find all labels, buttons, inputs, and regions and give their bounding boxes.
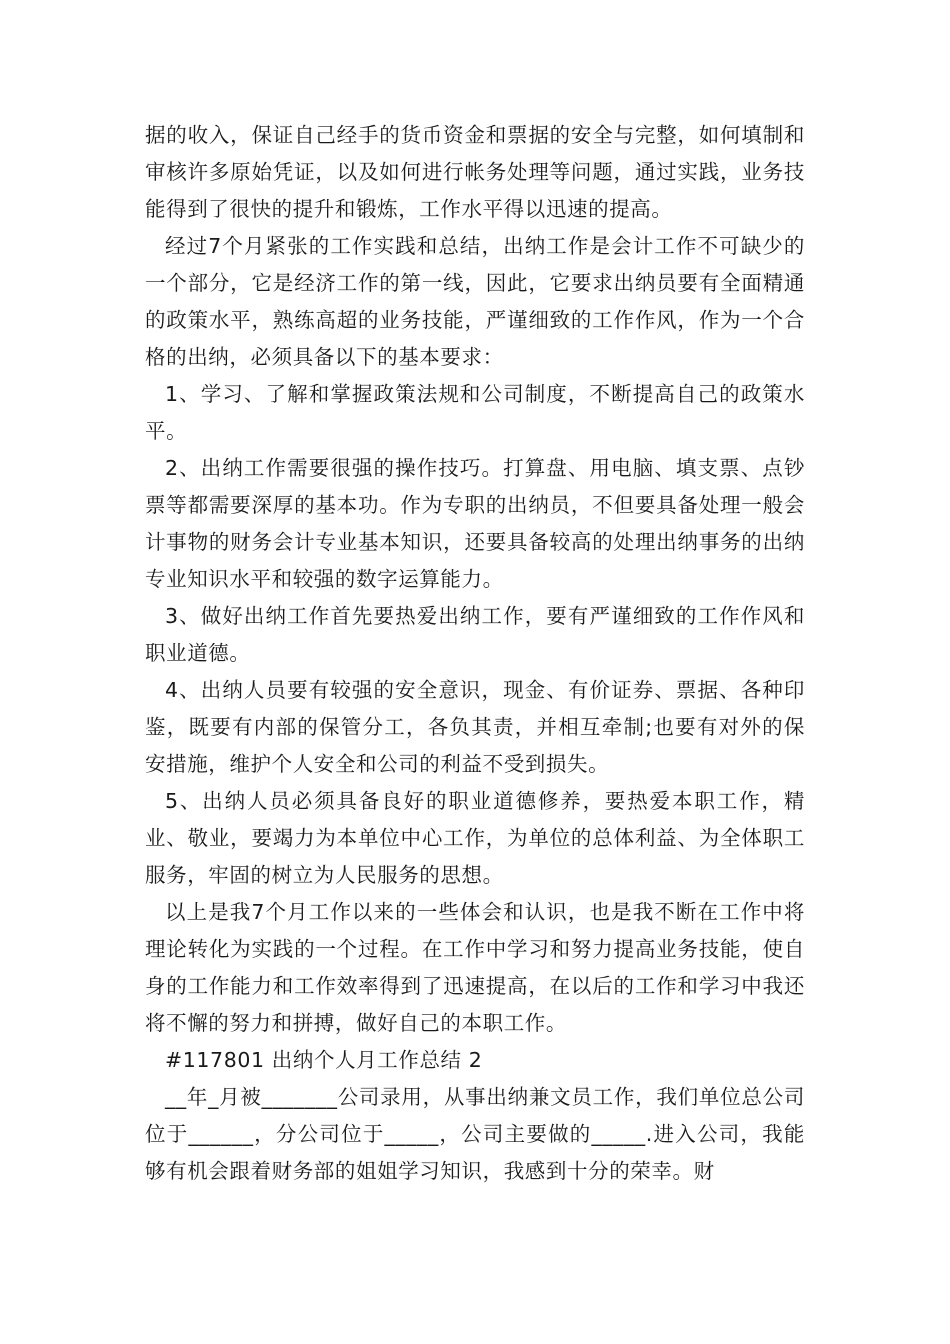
paragraph-item-2: 2、出纳工作需要很强的操作技巧。打算盘、用电脑、填支票、点钞票等都需要深厚的基本功。作为专职的出纳员，不但要具备处理一般会计事物的财务会计专业基本知识，还要具备较高的处理出纳事务的出纳专业知识水平和较强的数字运算能力。	[145, 456, 805, 591]
paragraph-conclusion: 以上是我7个月工作以来的一些体会和认识，也是我不断在工作中将理论转化为实践的一个过程。在工作中学习和努力提高业务技能，使自身的工作能力和工作效率得到了迅速提高，在以后的工作和学习中我还将不懈的努力和拼搏，做好自己的本职工作。	[145, 900, 805, 1035]
paragraph-continuation: 据的收入，保证自己经手的货币资金和票据的安全与完整，如何填制和审核许多原始凭证，以及如何进行帐务处理等问题，通过实践，业务技能得到了很快的提升和锻炼，工作水平得以迅速的提高。	[145, 123, 805, 221]
paragraph-opening: __年_月被_______公司录用，从事出纳兼文员工作，我们单位总公司位于______，分公司位于_____，公司主要做的_____.进入公司，我能够有机会跟着财务部的姐姐学习知识，我感到十分的荣幸。财	[145, 1085, 805, 1183]
paragraph-item-4: 4、出纳人员要有较强的安全意识，现金、有价证券、票据、各种印鉴，既要有内部的保管分工，各负其责，并相互牵制;也要有对外的保安措施，维护个人安全和公司的利益不受到损失。	[145, 678, 805, 776]
section-heading: #117801 出纳个人月工作总结 2	[165, 1048, 483, 1072]
paragraph-item-5: 5、出纳人员必须具备良好的职业道德修养，要热爱本职工作，精业、敬业，要竭力为本单位中心工作，为单位的总体利益、为全体职工服务，牢固的树立为人民服务的思想。	[145, 789, 805, 887]
document-body	[145, 117, 805, 1190]
paragraph-item-1: 1、学习、了解和掌握政策法规和公司制度，不断提高自己的政策水平。	[145, 382, 805, 443]
paragraph-item-3: 3、做好出纳工作首先要热爱出纳工作，要有严谨细致的工作作风和职业道德。	[145, 604, 805, 665]
paragraph-summary: 经过7个月紧张的工作实践和总结，出纳工作是会计工作不可缺少的一个部分，它是经济工作的第一线，因此，它要求出纳员要有全面精通的政策水平，熟练高超的业务技能，严谨细致的工作作风，作为一个合格的出纳，必须具备以下的基本要求：	[145, 234, 805, 369]
